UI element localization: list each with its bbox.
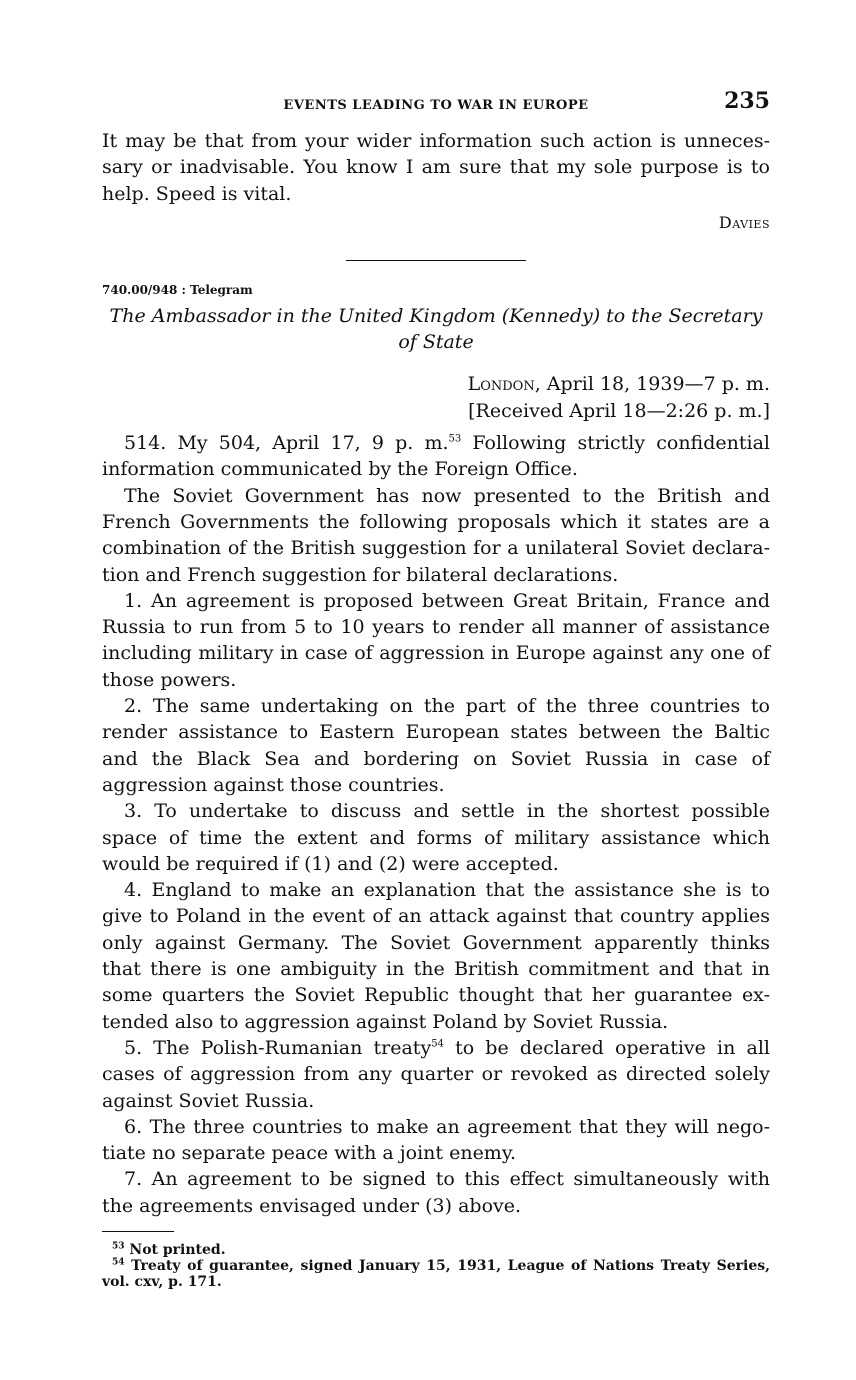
signature: Davies <box>718 212 770 232</box>
file-reference: 740.00/948 : Telegram <box>102 282 253 297</box>
page-header <box>102 88 770 128</box>
intro-text-b: Following strictly confidential information communicated by the Foreign Office. <box>102 432 770 481</box>
footnote-mark: 54 <box>112 1257 125 1268</box>
proposal-item-3: 3. To undertake to discuss and settle in the shortest possible space of time the extent and forms of military assistance which would be required if (1) and (2) were accepted. <box>102 800 770 875</box>
item-5-text-a: 5. The Polish-Rumanian treaty <box>124 1036 432 1059</box>
proposal-item-7: 7. An agreement to be signed to this effect simultaneously with the agreements envisaged under (3) above. <box>102 1168 770 1217</box>
intro-paragraph <box>102 430 770 483</box>
footnote-mark: 53 <box>112 1241 125 1252</box>
section-divider <box>346 260 526 261</box>
proposal-item-6: 6. The three countries to make an agreement that they will nego- tiate no separate peace with a joint enemy. <box>102 1115 770 1165</box>
proposal-item-5 <box>102 1035 770 1114</box>
footnote-text: Not printed. <box>129 1241 226 1258</box>
footnote-ref-54: 54 <box>431 1038 444 1050</box>
proposal-item-1: 1. An agreement is proposed between Great Britain, France and Russia to run from 5 to 10 years to render all manner of assistance including military in case of aggression in Europe against any one of those powers. <box>102 589 770 691</box>
footnote-text: Treaty of guarantee, signed January 15, 1931, League of Nations Treaty Series, vol. cxv, p. 171. <box>102 1257 771 1290</box>
received-line: [Received April 18—2:26 p. m.] <box>468 399 770 422</box>
footnote-ref-53: 53 <box>448 433 462 445</box>
footnote-53 <box>102 1242 770 1258</box>
document-title: The Ambassador in the United Kingdom (Kennedy) to the Secretary of State <box>109 304 763 354</box>
footnote-divider <box>102 1231 174 1232</box>
page-number: 235 <box>724 88 770 114</box>
document-page <box>102 88 770 1290</box>
dateline-date: April 18, 1939—7 p. m. <box>546 373 770 396</box>
proposal-item-4: 4. England to make an explanation that the assistance she is to give to Poland in the event of an attack against that country applies only against Germany. The Soviet Government apparently thinks that there is one ambiguity in the British commitment and that in some quarters the Soviet Republic thought that her guarantee ex- tended also to aggression against Poland by Soviet Russia. <box>102 879 770 1033</box>
soviet-paragraph: The Soviet Government has now presented to the British and French Governments the following proposals which it states are a combination of the British suggestion for a unilateral Soviet declara- tion and French suggestion for bilateral declarations. <box>102 484 770 586</box>
footnote-54 <box>102 1258 770 1290</box>
dateline-block <box>102 371 770 424</box>
item-5-text-b: to be declared operative in all cases of aggression from any quarter or revoked as directed solely against Soviet Russia. <box>102 1036 770 1112</box>
closing-paragraph: It may be that from your wider information such action is unneces- sary or inadvisable. You know I am sure that my sole purpose is to help. Speed is vital. <box>102 130 770 205</box>
dateline-place: London, <box>467 373 541 396</box>
intro-text-a: 514. My 504, April 17, 9 p. m. <box>124 432 449 455</box>
dateline <box>102 371 770 397</box>
running-head: EVENTS LEADING TO WAR IN EUROPE <box>283 98 589 113</box>
proposal-item-2: 2. The same undertaking on the part of the three countries to render assistance to Eastern European states between the Baltic and the Black Sea and bordering on Soviet Russia in case of aggression against those countries. <box>102 695 770 796</box>
